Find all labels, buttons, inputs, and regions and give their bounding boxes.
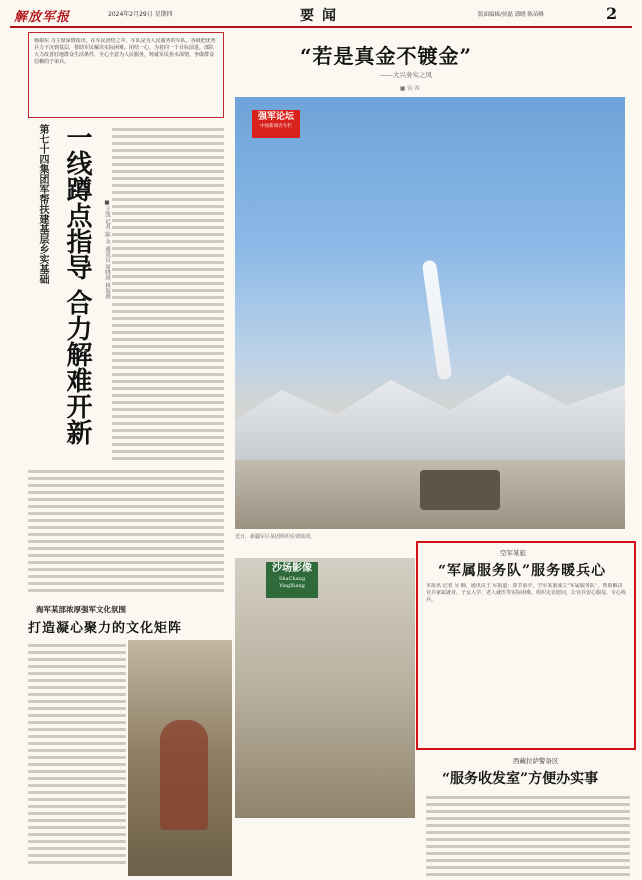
navy-article-body (28, 640, 126, 876)
boxed-article-headline: “军属服务队”服务暖兵心 (438, 563, 607, 579)
page-number: 2 (606, 4, 618, 23)
banner-article-author: ■ 钧 西 (400, 86, 420, 92)
main-article-kicker: 第七十四集团军帮扶建基层乡实基础 (37, 124, 48, 284)
banner-article-headline: “若是真金不镀金” (300, 44, 473, 68)
newspaper-logo: 解放军报 (14, 10, 71, 25)
navy-article-kicker: 海军某部浓厚强军文化氛围 (36, 605, 126, 614)
section-title: 要闻 (300, 8, 344, 24)
boxed-article-kicker: 空军某旅 (500, 549, 526, 557)
second-article-kicker: 西藏拉萨警备区 (513, 757, 559, 765)
main-article-byline: ■王凯 记者 陈 永 通讯员 周晓琪 林海燕 (104, 200, 110, 299)
header-rule (10, 26, 632, 28)
shadow-column-badge (266, 562, 318, 598)
launcher-vehicle-shape (420, 470, 500, 510)
column-tag-label: 强军论坛 (257, 112, 294, 122)
main-article-continued (28, 466, 224, 598)
column-tag-sub: 中国新闻名专栏 (260, 124, 292, 129)
banner-article-subtitle: ——大兴务实之风 (380, 71, 432, 79)
second-article-headline: “服务收发室”方便办实事 (442, 771, 599, 787)
main-article-headline: 一线蹲点指导 合力解难开新 (62, 124, 92, 446)
issue-date: 2024年2月29日 星期四 (108, 11, 173, 18)
second-article-body (426, 792, 630, 878)
shadow-column-label: 沙场影像 (272, 563, 312, 574)
intro-box-text: 杨谢东 习主席深情指出，在军民团结之中，军队是为人民服务的军队。各级把优势兵力下沉到基层，帮助军民解决实际困难。团结一心，为着同一个目标前进。部队大力改善驻地群众生活条件，全心全意为人民服务，铸就军民鱼水深情，争做群众信赖的子弟兵。 (34, 38, 216, 65)
navy-article-headline: 打造凝心聚力的文化矩阵 (28, 621, 183, 636)
photo-caption: 近日，新疆军区某团组织实弹演训。 (235, 534, 316, 540)
column-tag-badge (252, 110, 300, 138)
editor-info: 版面编辑/侯磊 郭晓 陈苗峰 (478, 12, 544, 18)
shadow-column-sub: ShaChang YingXiang (278, 576, 306, 589)
statue-figure-shape (160, 720, 208, 830)
training-photo (235, 558, 415, 818)
boxed-article-lead: 本报讯 记者 吴 楠、通讯员王 军报道：春节前夕，空军某旅成立“军属服务队”，帮助解决官兵家属就业、子女入学、老人就医等实际困难，组织走访慰问，让官兵安心服役、专心练兵。 (426, 583, 626, 603)
